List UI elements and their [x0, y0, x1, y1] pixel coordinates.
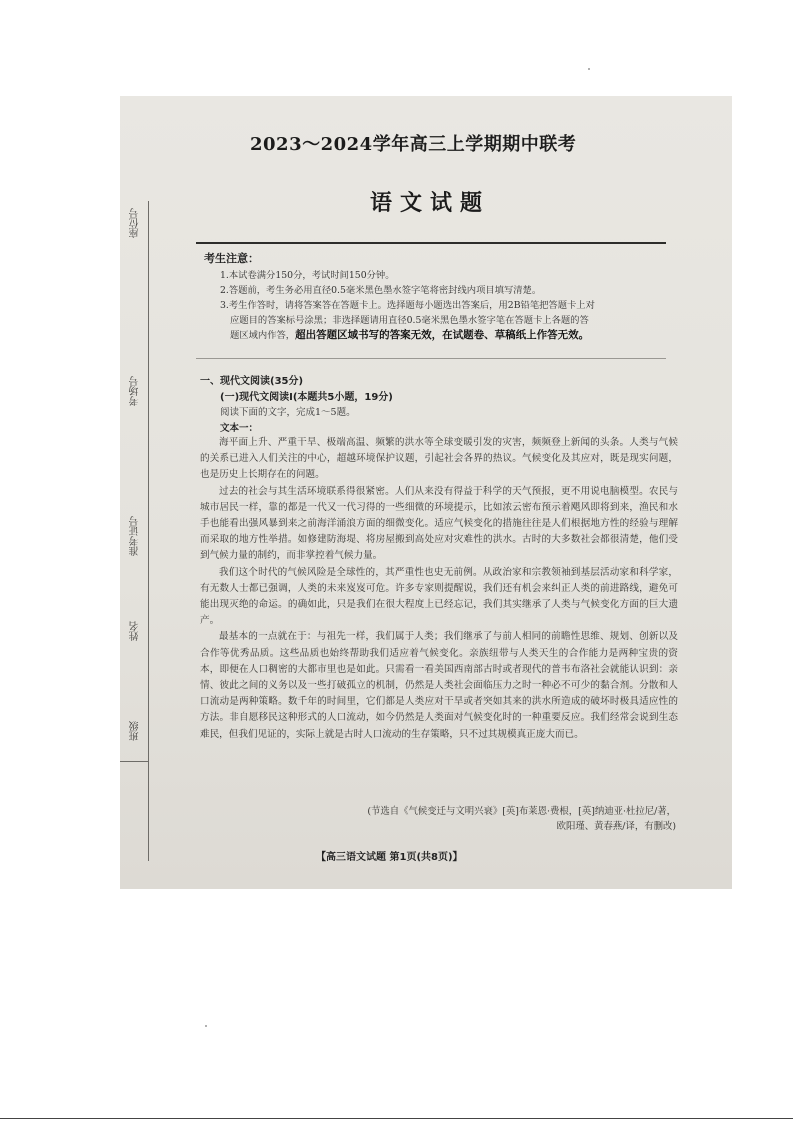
class-field	[128, 721, 144, 741]
text-label: 文本一：	[220, 423, 259, 434]
passage	[200, 435, 678, 743]
seal-line	[148, 201, 149, 861]
passage-paragraph: 过去的社会与其生活环境联系得很紧密。人们从来没有得益于科学的天气预报，更不用说电脑模型。农民与城市居民一样，靠的都是一代又一代习得的一些细微的环境提示，比如浓云密布预示着飓风即将到来，渔民和水手也能看出强风暴到来之前海洋涌浪方面的细微变化。适应气候变化的措施往往是人们根据地方性的经验与理解而采取的地方性举措。如修建防海堤、将房屋搬到高处应对灾难性的洪水。古时的大多数社会都很清楚，他们受到气候力量的制约，而非掌控着气候力量。	[200, 485, 678, 562]
section-heading: 一、现代文阅读(35分)	[200, 376, 304, 387]
class-label: 班级	[130, 721, 141, 741]
exam-title: 2023～2024学年高三上学期期中联考	[250, 134, 577, 155]
scanned-exam-page	[120, 96, 732, 889]
exam-room-field	[128, 376, 144, 406]
seal-line-divider	[120, 761, 148, 762]
admission-number-field	[128, 516, 144, 556]
notice-list	[220, 268, 684, 343]
name-field	[128, 621, 144, 641]
passage-paragraph: 我们这个时代的气候风险是全球性的，其严重性也史无前例。从政治家和宗教领袖到基层活动家和科学家，有无数人士都已强调，人类的未来岌岌可危。许多专家则提醒说，我们还有机会来纠正人类的前进路线，避免可能出现灭绝的命运。的确如此，只是我们在很大程度上已经忘记，我们其实继承了人类与气候变化方面的巨大遗产。	[200, 566, 678, 627]
notice-item-continued	[220, 328, 684, 343]
notice-rule	[196, 358, 666, 359]
source-line-2: 欧阳瑾、黄春燕/译，有删改)	[556, 821, 676, 832]
page-footer: 【高三语文试题 第1页(共8页)】	[316, 852, 463, 863]
notice-item: 3.考生作答时，请将答案答在答题卡上。选择题每小题选出答案后，用2B铅笔把答题卡上对	[220, 300, 595, 311]
passage-paragraph: 最基本的一点就在于：与祖先一样，我们属于人类；我们继承了与前人相同的前瞻性思维、规划、创新以及合作等优秀品质。这些品质也始终帮助我们适应着气候变化。亲族纽带与人类天生的合作能力是两种宝贵的资本，即便在人口稠密的大都市里也是如此。只需看一看美国西南部古时或者现代的普韦布洛社会就能认识到：亲情、彼此之间的义务以及一些打破孤立的机制，仍然是人类社会面临压力之时一种必不可少的黏合剂。分散和人口流动是两种策略。数千年的时间里，它们都是人类应对干旱或者突如其来的洪水所造成的破坏时极具适应性的方法。非自愿移民这种形式的人口流动，如今仍然是人类面对气候变化时的一种重要反应。我们经常会说到生态难民，但我们见证的，实际上就是古时人口流动的生存策略，只不过其规模真正庞大而已。	[200, 631, 678, 740]
notice-item-tail: 题区域内作答，	[230, 330, 296, 341]
source-line-1: (节选自《气候变迁与文明兴衰》[英]布莱恩·费根，[英]纳迪亚·杜拉尼/著，	[367, 806, 676, 817]
notice-emphasis: 超出答题区域书写的答案无效，在试题卷、草稿纸上作答无效。	[295, 329, 590, 341]
page-bottom-edge	[0, 1118, 793, 1119]
header-rule	[196, 242, 666, 244]
source-citation	[280, 804, 676, 834]
notice-item: 2.答题前，考生务必用直径0.5毫米黑色墨水签字笔将密封线内项目填写清楚。	[220, 285, 542, 296]
seat-number-label: 座位号	[130, 208, 141, 238]
instruction: 阅读下面的文字，完成1～5题。	[220, 407, 356, 418]
subject-title: 语文试题	[370, 190, 491, 216]
speck	[205, 1025, 207, 1027]
name-label: 姓名	[130, 621, 141, 641]
exam-room-label: 考场号	[130, 376, 141, 406]
admission-number-label: 准考证号	[130, 516, 141, 556]
notice-item: 1.本试卷满分150分，考试时间150分钟。	[220, 270, 395, 281]
notice-item-continued: 应题目的答案标号涂黑；非选择题请用直径0.5毫米黑色墨水签字笔在答题卡上各题的答	[230, 315, 589, 326]
speck	[588, 68, 590, 70]
seat-number-field	[128, 208, 144, 238]
passage-paragraph: 海平面上升、严重干旱、极端高温、频繁的洪水等全球变暖引发的灾害，频频登上新闻的头条。人类与气候的关系已进入人们关注的中心，超越环境保护议题，引起社会各界的热议。气候变化及其应对，既是现实问题，也是历史上长期存在的问题。	[200, 437, 678, 481]
sub-section-heading: (一)现代文阅读Ⅰ(本题共5小题，19分)	[220, 392, 393, 403]
notice-heading: 考生注意：	[204, 252, 259, 265]
